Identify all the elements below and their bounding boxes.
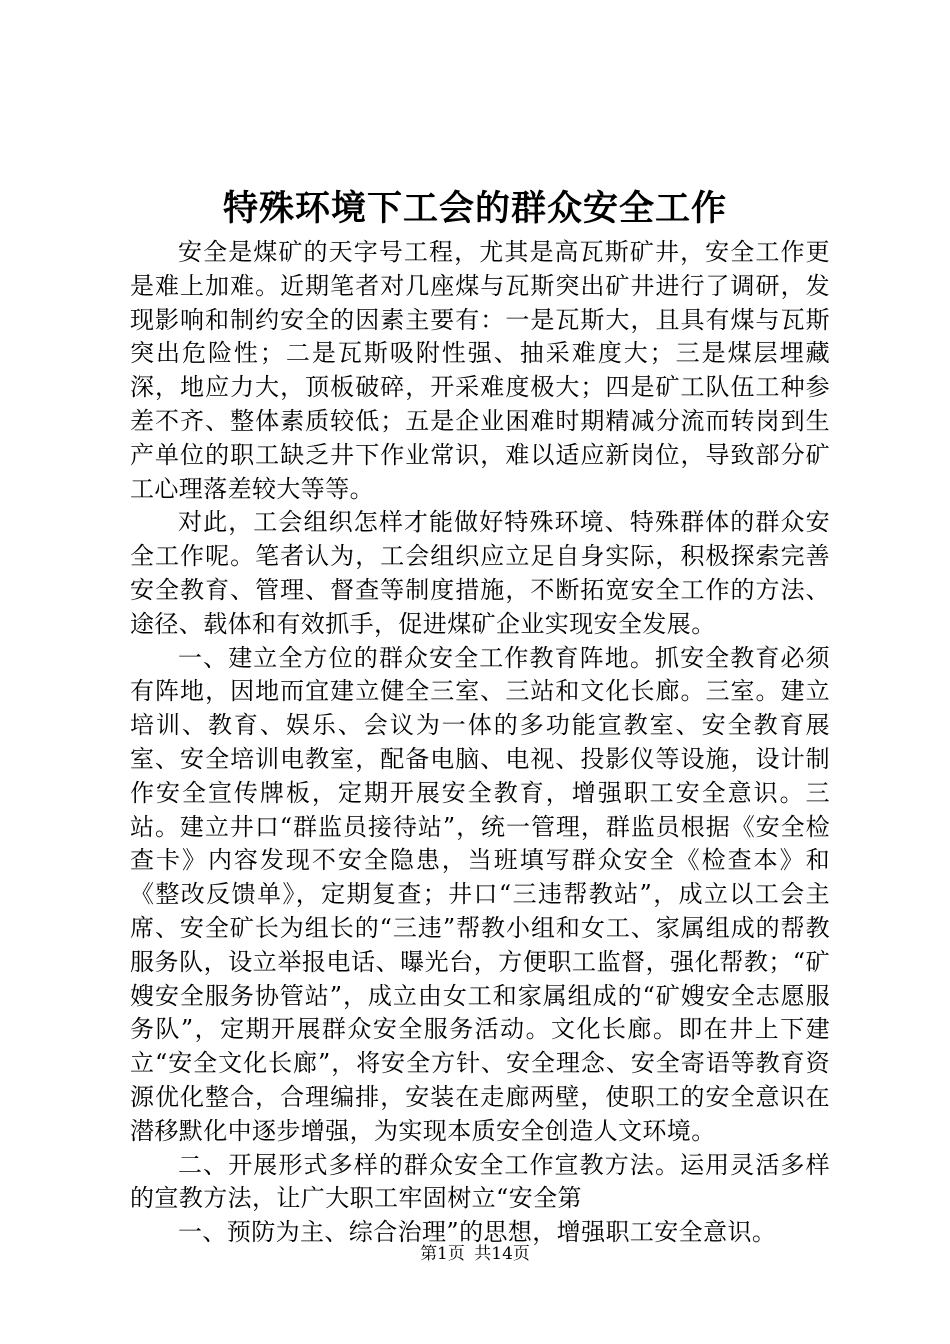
page-footer — [0, 1242, 950, 1266]
document-body — [130, 236, 830, 1250]
paragraph: 对此，工会组织怎样才能做好特殊环境、特殊群体的群众安全工作呢。笔者认为，工会组织应立足自身实际，积极探索完善安全教育、管理、督查等制度措施，不断拓宽安全工作的方法、途径、载体和有效抓手，促进煤矿企业实现安全发展。 — [130, 508, 830, 638]
paragraph: 一、预防为主、综合治理”的思想，增强职工安全意识。 — [178, 1218, 777, 1247]
document-title: 特殊环境下工会的群众安全工作 — [222, 188, 727, 229]
page-number: 第1页 — [420, 1244, 465, 1264]
paragraph: 二、开展形式多样的群众安全工作宣教方法。运用灵活多样的宣教方法，让广大职工牢固树立“安全第 — [130, 1150, 830, 1213]
paragraph: 一、建立全方位的群众安全工作教育阵地。抓安全教育必须有阵地，因地而宜建立健全三室、三站和文化长廊。三室。建立培训、教育、娱乐、会议为一体的多功能宣教室、安全教育展室、安全培训电教室，配备电脑、电视、投影仪等设施，设计制作安全宣传牌板，定期开展安全教育，增强职工安全意识。三站。建立井口“群监员接待站”，统一管理，群监员根据《安全检查卡》内容发现不安全隐患，当班填写群众安全《检查本》和《整改反馈单》，定期复查；井口“三违帮教站”，成立以工会主席、安全矿长为组长的“三违”帮教小组和女工、家属组成的帮教服务队，设立举报电话、曝光台，方便职工监督，强化帮教；“矿嫂安全服务协管站”，成立由女工和家属组成的“矿嫂安全志愿服务队”，定期开展群众安全服务活动。文化长廊。即在井上下建立“安全文化长廊”，将安全方针、安全理念、安全寄语等教育资源优化整合，合理编排，安装在走廊两壁，使职工的安全意识在潜移默化中逐步增强，为实现本质安全创造人文环境。 — [130, 643, 830, 1145]
paragraph: 安全是煤矿的天字号工程，尤其是高瓦斯矿井，安全工作更是难上加难。近期笔者对几座煤与瓦斯突出矿井进行了调研，发现影响和制约安全的因素主要有：一是瓦斯大，且具有煤与瓦斯突出危险性；二是瓦斯吸附性强、抽采难度大；三是煤层埋藏深，地应力大，顶板破碎，开采难度极大；四是矿工队伍工种参差不齐、整体素质较低；五是企业困难时期精减分流而转岗到生产单位的职工缺乏井下作业常识，难以适应新岗位，导致部分矿工心理落差较大等等。 — [130, 238, 830, 503]
page-total: 共14页 — [474, 1244, 530, 1264]
